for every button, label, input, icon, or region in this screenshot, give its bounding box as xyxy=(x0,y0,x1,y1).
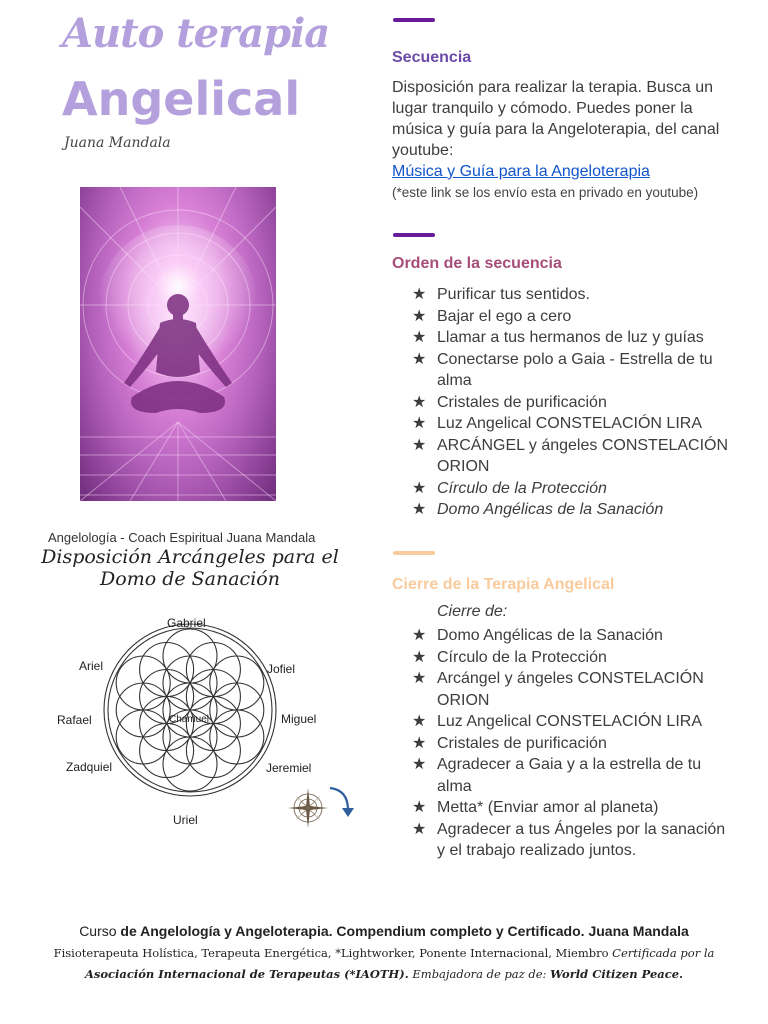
list-item: ★ ARCÁNGEL y ángeles CONSTELACIÓN ORION xyxy=(412,436,729,475)
list-item: ★ Conectarse polo a Gaia - Estrella de tu alma xyxy=(412,350,713,389)
list-item: ★ Domo Angélicas de la Sanación xyxy=(412,625,732,647)
list-item: ★ Luz Angelical CONSTELACIÓN LIRA xyxy=(412,413,732,435)
list-item: ★ Bajar el ego a cero xyxy=(412,306,732,328)
secuencia-note: (*este link se los envío esta en privado en youtube) xyxy=(392,185,699,200)
list-item: ★ Cristales de purificación xyxy=(412,392,732,414)
label-rafael: Rafael xyxy=(57,713,92,727)
star-icon: ★ xyxy=(412,415,427,432)
star-icon: ★ xyxy=(412,329,427,346)
list-item: ★ Metta* (Enviar amor al planeta) xyxy=(412,797,732,819)
list-item: ★ Círculo de la Protección xyxy=(412,647,732,669)
star-icon: ★ xyxy=(412,479,427,497)
list-item: ★ Agradecer a tus Ángeles por la sanación y el trabajo realizado juntos. xyxy=(412,820,726,859)
diagram-title-line2: Domo de Sanación xyxy=(100,568,280,590)
meditation-figure-icon xyxy=(80,187,276,501)
cierre-intro: Cierre de: xyxy=(437,603,508,620)
label-ariel: Ariel xyxy=(79,659,104,673)
compass-icon xyxy=(286,786,330,830)
star-icon: ★ xyxy=(412,286,427,303)
star-icon: ★ xyxy=(412,799,427,816)
secuencia-text xyxy=(392,77,732,203)
star-icon: ★ xyxy=(412,501,427,518)
author-name: Juana Mandala xyxy=(64,135,171,151)
list-item: ★ Llamar a tus hermanos de luz y guías xyxy=(412,327,732,349)
star-icon: ★ xyxy=(412,307,427,325)
label-jeremiel: Jeremiel xyxy=(266,761,312,775)
list-item: ★ Cristales de purificación xyxy=(412,733,732,755)
label-uriel: Uriel xyxy=(173,813,198,827)
star-icon: ★ xyxy=(412,734,427,752)
meditation-illustration xyxy=(80,187,276,501)
star-icon: ★ xyxy=(412,393,427,411)
label-gabriel: Gabriel xyxy=(167,616,206,630)
title-main: Angelical xyxy=(62,72,301,126)
star-icon: ★ xyxy=(412,756,427,773)
label-chamuel: Chamuel xyxy=(169,714,210,725)
orden-list xyxy=(412,284,732,521)
diagram-subtitle: Angelología - Coach Espiritual Juana Mandala xyxy=(48,530,316,545)
label-miguel: Miguel xyxy=(281,712,317,726)
title-script: Auto terapia xyxy=(62,10,330,57)
label-zadquiel: Zadquiel xyxy=(66,760,113,774)
list-item: ★ Domo Angélicas de la Sanación xyxy=(412,499,732,521)
angeloterapia-link[interactable]: Música y Guía para la Angeloterapia xyxy=(392,163,650,180)
curved-arrow-icon xyxy=(326,784,356,820)
star-icon: ★ xyxy=(412,713,427,730)
archangel-diagram xyxy=(40,520,370,860)
footer-association-line: Asociación Internacional de Terapeutas (*IAOTH). Embajadora de paz de: World Citizen Peace. xyxy=(84,967,684,981)
list-item: ★ Círculo de la Protección xyxy=(412,478,732,500)
heading-orden: Orden de la secuencia xyxy=(392,255,562,272)
footer-course-line: Curso de Angelología y Angeloterapia. Compendium completo y Certificado. Juana Mandala xyxy=(79,923,689,939)
list-item: ★ Luz Angelical CONSTELACIÓN LIRA xyxy=(412,711,732,733)
list-item: ★ Arcángel y ángeles CONSTELACIÓN ORION xyxy=(412,670,704,709)
star-icon: ★ xyxy=(412,350,427,368)
footer-credentials-line: Fisioterapeuta Holística, Terapeuta Energética, *Lightworker, Ponente Internacional, Miembro Certificada por la xyxy=(53,946,715,960)
divider-cierre xyxy=(393,551,435,555)
flower-of-life-icon xyxy=(100,620,280,800)
star-icon: ★ xyxy=(412,820,427,838)
star-icon: ★ xyxy=(412,627,427,644)
cierre-list xyxy=(412,625,732,862)
secuencia-paragraph: Disposición para realizar la terapia. Busca un lugar tranquilo y cómodo. Puedes poner la música y guía para la Angeloterapia, del canal youtube: xyxy=(392,79,720,159)
heading-cierre: Cierre de la Terapia Angelical xyxy=(392,576,615,593)
star-icon: ★ xyxy=(412,436,427,454)
list-item: ★ Agradecer a Gaia y a la estrella de tu alma xyxy=(412,756,702,795)
label-jofiel: Jofiel xyxy=(267,662,296,676)
divider-secuencia xyxy=(393,18,435,22)
star-icon: ★ xyxy=(412,670,427,687)
list-item: ★ Purificar tus sentidos. xyxy=(412,284,732,306)
heading-secuencia: Secuencia xyxy=(392,49,472,66)
diagram-title-line1: Disposición Arcángeles para el xyxy=(41,546,339,568)
star-icon: ★ xyxy=(412,648,427,666)
divider-orden xyxy=(393,233,435,237)
